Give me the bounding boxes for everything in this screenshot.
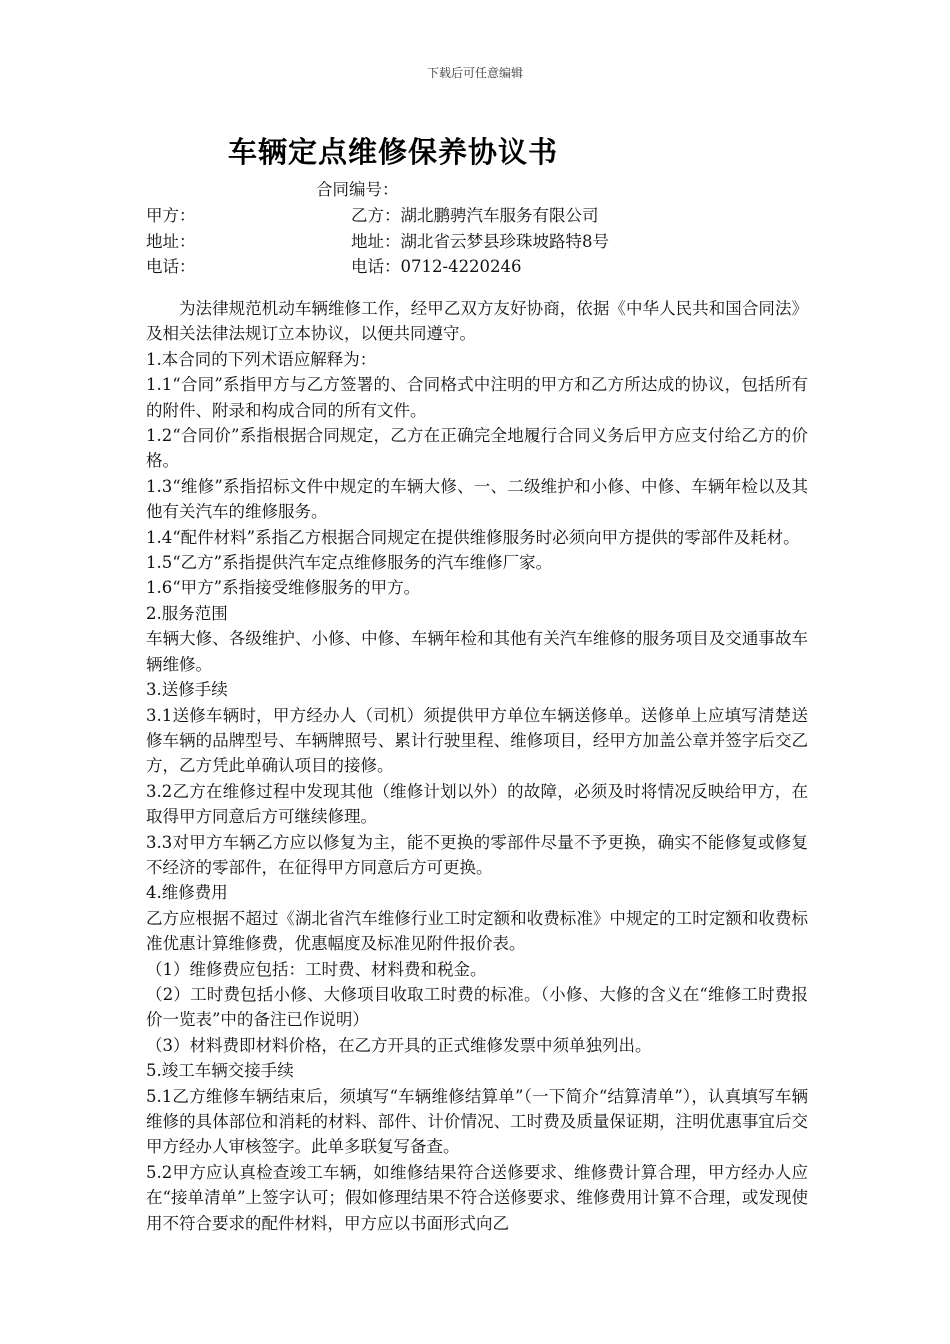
- contract-number-label: 合同编号：: [316, 180, 399, 199]
- party-a-phone-label: 电话：: [146, 257, 196, 276]
- clause-paragraph: （1）维修费应包括：工时费、材料费和税金。: [146, 959, 487, 979]
- clause-paragraph: 1.5“乙方”系指提供汽车定点维修服务的汽车维修厂家。: [146, 553, 553, 573]
- contract-body: [146, 296, 808, 1236]
- clause-paragraph: 乙方应根据不超过《湖北省汽车维修行业工时定额和收费标准》中规定的工时定额和收费标准优惠计算维修费，优惠幅度及标准见附件报价表。: [146, 908, 808, 954]
- preamble-paragraph: 为法律规范机动车辆维修工作，经甲乙双方友好协商，依据《中华人民共和国合同法》及相关法律法规订立本协议，以便共同遵守。: [146, 299, 808, 344]
- clause-paragraph: 1.3“维修”系指招标文件中规定的车辆大修、一、二级维护和小修、中修、车辆年检以及其他有关汽车的维修服务。: [146, 476, 808, 522]
- section-heading: 4.维修费用: [146, 883, 228, 903]
- section-heading: 3.送修手续: [146, 680, 228, 700]
- watermark-text: 下载后可任意编辑: [426, 66, 523, 80]
- clause-paragraph: （3）材料费即材料价格，在乙方开具的正式维修发票中须单独列出。: [146, 1035, 652, 1055]
- clause-paragraph: 3.1送修车辆时，甲方经办人（司机）须提供甲方单位车辆送修单。送修单上应填写清楚送修车辆的品牌型号、车辆牌照号、累计行驶里程、维修项目，经甲方加盖公章并签字后交乙方，乙方凭此单确认项目的接修。: [146, 705, 808, 776]
- section-heading: 2.服务范围: [146, 603, 228, 623]
- clause-paragraph: 车辆大修、各级维护、小修、中修、车辆年检和其他有关汽车维修的服务项目及交通事故车辆维修。: [146, 629, 808, 674]
- party-b-phone: 电话：0712-4220246: [351, 257, 522, 276]
- clause-paragraph: 1.2“合同价”系指根据合同规定，乙方在正确完全地履行合同义务后甲方应支付给乙方的价格。: [146, 426, 808, 471]
- section-heading: 1.本合同的下列术语应解释为：: [146, 349, 377, 369]
- party-a-address-label: 地址：: [146, 232, 196, 251]
- party-a-name-label: 甲方：: [146, 206, 196, 225]
- party-b-address: 地址：湖北省云梦县珍珠坡路特8号: [351, 232, 609, 251]
- clause-paragraph: （2）工时费包括小修、大修项目收取工时费的标准。（小修、大修的含义在“维修工时费报价一览表”中的备注已作说明）: [146, 984, 808, 1030]
- clause-paragraph: 5.1乙方维修车辆结束后，须填写“车辆维修结算单”（一下简介“结算清单”），认真填写车辆维修的具体部位和消耗的材料、部件、计价情况、工时费及质量保证期，注明优惠事宜后交甲方经办人审核签字。此单多联复写备查。: [146, 1086, 808, 1157]
- party-row-address: [146, 228, 826, 254]
- section-heading: 5.竣工车辆交接手续: [146, 1061, 294, 1081]
- page-title: 车辆定点维修保养协议书: [228, 135, 559, 169]
- clause-paragraph: 5.2甲方应认真检查竣工车辆，如维修结果符合送修要求、维修费计算合理，甲方经办人应在“接单清单”上签字认可；假如修理结果不符合送修要求、维修费用计算不合理，或发现使用不符合要求的配件材料，甲方应以书面形式向乙: [146, 1162, 808, 1233]
- clause-paragraph: 3.2乙方在维修过程中发现其他（维修计划以外）的故障，必须及时将情况反映给甲方，在取得甲方同意后方可继续修理。: [146, 781, 808, 827]
- clause-paragraph: 3.3对甲方车辆乙方应以修复为主，能不更换的零部件尽量不予更换，确实不能修复或修复不经济的零部件，在征得甲方同意后方可更换。: [146, 832, 808, 877]
- party-b-name: 乙方：湖北鹏骋汽车服务有限公司: [351, 206, 599, 225]
- party-row-name: [146, 202, 826, 228]
- party-row-phone: [146, 253, 826, 279]
- clause-paragraph: 1.6“甲方”系指接受维修服务的甲方。: [146, 578, 421, 598]
- clause-paragraph: 1.4“配件材料”系指乙方根据合同规定在提供维修服务时必须向甲方提供的零部件及耗材。: [146, 527, 800, 547]
- clause-paragraph: 1.1“合同”系指甲方与乙方签署的、合同格式中注明的甲方和乙方所达成的协议，包括所有的附件、附录和构成合同的所有文件。: [146, 375, 808, 420]
